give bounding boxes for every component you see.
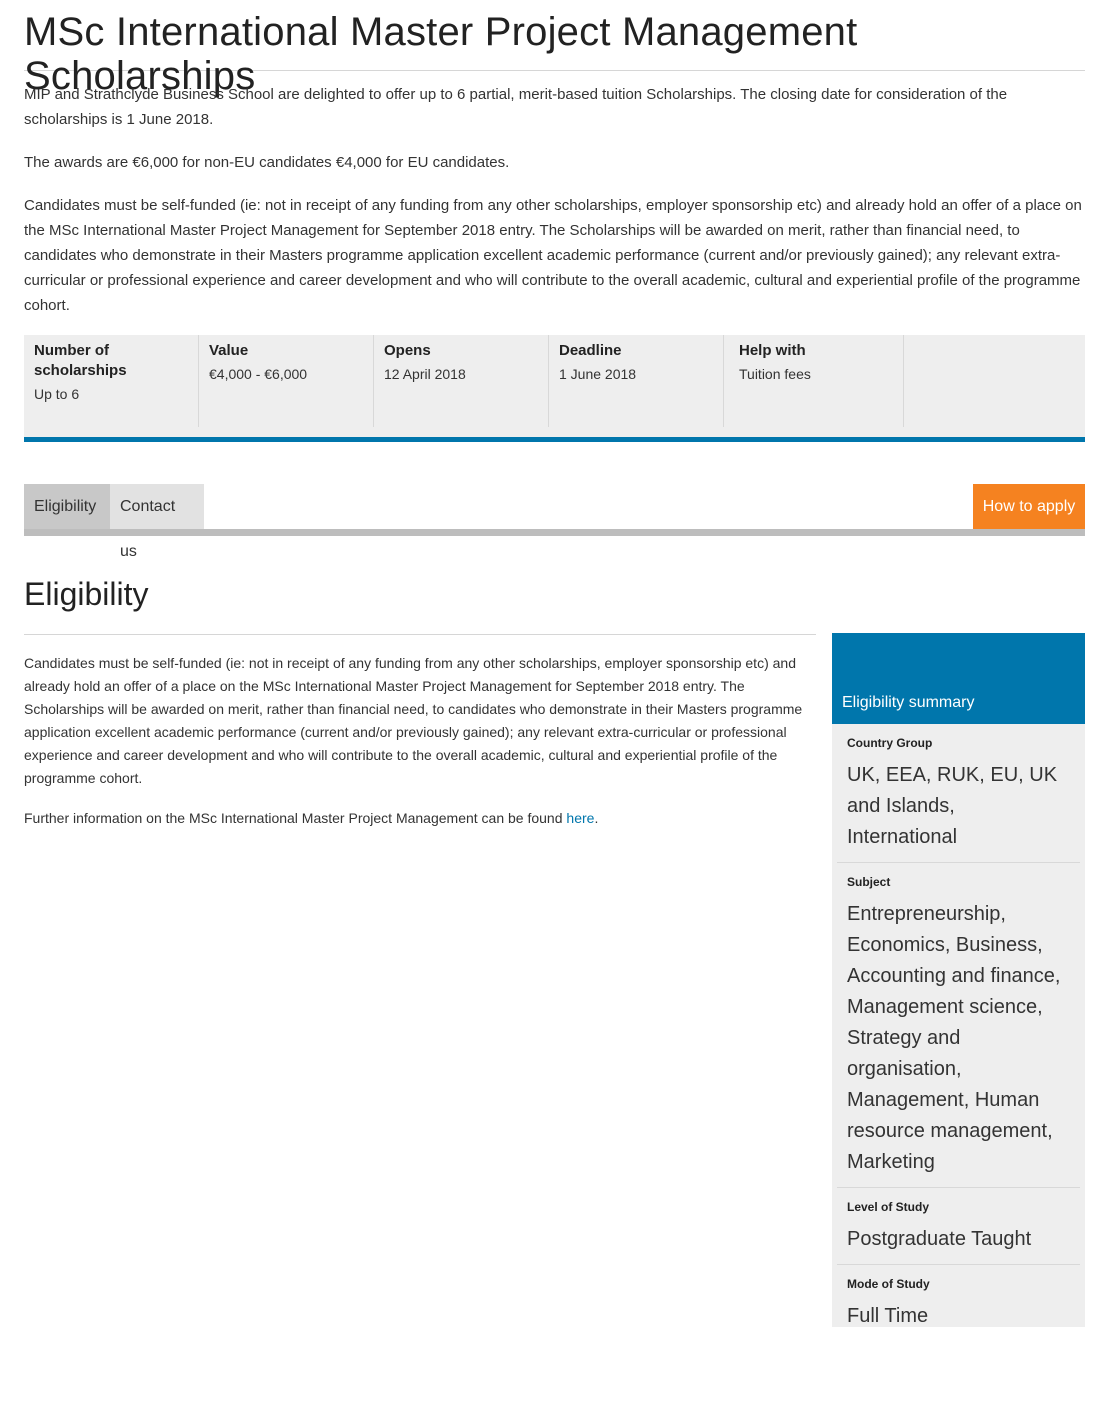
fact-label: Help with xyxy=(739,342,806,359)
tab-eligibility[interactable]: Eligibility xyxy=(24,484,110,529)
intro-paragraph-1: MIP and Strathclyde Business School are delighted to offer up to 6 partial, merit-based tuition Scholarships. The closing date for consideration of the scholarships is 1 June 2018. xyxy=(24,86,1008,128)
fact-value: Tuition fees xyxy=(739,366,811,382)
intro-paragraph-2: The awards are €6,000 for non-EU candidates €4,000 for EU candidates. xyxy=(24,154,510,171)
eligibility-summary-panel xyxy=(832,633,1085,1327)
intro-paragraph-3: Candidates must be self-funded (ie: not in receipt of any funding from any other scholarships, employer sponsorship etc) and already hold an offer of a place on the MSc International Master Project Management for September 2018 entry. The Scholarships will be awarded on merit, rather than financial need, to candidates who demonstrate in their Masters programme application excellent academic performance (current and/or previously gained); any relevant extra-curricular or professional experience and career development and who will contribute to the overall academic, cultural and experiential profile of the programme cohort. xyxy=(24,197,1082,314)
fact-number-of-scholarships xyxy=(24,335,199,427)
further-information-link[interactable]: here xyxy=(566,810,595,826)
fact-label: Number of scholarships xyxy=(34,342,127,379)
fact-value: 1 June 2018 xyxy=(559,366,637,382)
summary-level-of-study xyxy=(837,1188,1080,1265)
fact-label: Deadline xyxy=(559,342,622,359)
further-information xyxy=(24,807,816,830)
further-information-end: . xyxy=(594,810,599,826)
summary-country-group xyxy=(837,724,1080,863)
fact-value: 12 April 2018 xyxy=(384,366,466,382)
further-information-text: Further information on the MSc International Master Project Management can be found xyxy=(24,810,567,826)
tab-bar xyxy=(24,484,1085,560)
fact-label: Opens xyxy=(384,342,431,359)
tab-contact-us[interactable]: Contact us xyxy=(110,484,204,529)
fact-deadline xyxy=(549,335,724,427)
summary-value: Entrepreneurship, Economics, Business, Accounting and finance, Management science, Strategy and organisation, Management, Human resource management, Marketing xyxy=(847,903,1061,1173)
summary-value: Full Time xyxy=(847,1305,929,1327)
summary-value: UK, EEA, RUK, EU, UK and Islands, International xyxy=(847,764,1058,848)
fact-value-amount xyxy=(199,335,374,427)
summary-label: Country Group xyxy=(847,736,933,750)
eligibility-heading: Eligibility xyxy=(24,576,149,612)
how-to-apply-button[interactable]: How to apply xyxy=(973,484,1085,529)
tab-bar-rail xyxy=(24,529,1085,536)
fact-opens xyxy=(374,335,549,427)
intro xyxy=(24,82,1085,318)
fact-label: Value xyxy=(209,342,249,359)
key-facts-panel xyxy=(24,335,1085,442)
summary-subject xyxy=(837,863,1080,1188)
fact-help-with xyxy=(729,335,904,427)
fact-value: Up to 6 xyxy=(34,386,80,402)
page-title: MSc International Master Project Management Scholarships xyxy=(24,10,858,98)
eligibility-content xyxy=(24,652,816,830)
summary-value: Postgraduate Taught xyxy=(847,1228,1032,1250)
summary-label: Mode of Study xyxy=(847,1277,930,1291)
eligibility-summary-heading: Eligibility summary xyxy=(832,633,1085,724)
summary-label: Level of Study xyxy=(847,1200,930,1214)
eligibility-divider xyxy=(24,634,816,635)
fact-value: €4,000 - €6,000 xyxy=(209,366,308,382)
summary-label: Subject xyxy=(847,875,891,889)
summary-mode-of-study xyxy=(837,1265,1080,1341)
page xyxy=(24,0,1085,1327)
eligibility-paragraph: Candidates must be self-funded (ie: not in receipt of any funding from any other scholarships, employer sponsorship etc) and already hold an offer of a place on the MSc International Master Project Management for September 2018 entry. The Scholarships will be awarded on merit, rather than financial need, to candidates who demonstrate in their Masters programme application excellent academic performance (current and/or previously gained); any relevant extra-curricular or professional experience and career development and who will contribute to the overall academic, cultural and experiential profile of the programme cohort. xyxy=(24,655,803,786)
